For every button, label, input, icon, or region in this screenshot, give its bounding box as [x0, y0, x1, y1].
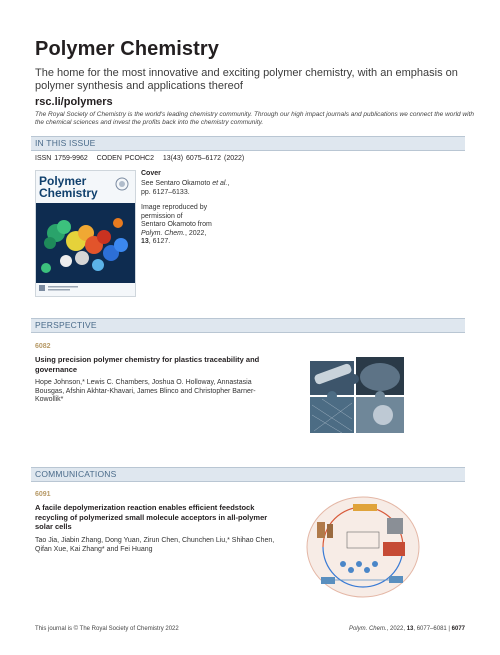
article-title-link[interactable]: A facile depolymerization reaction enables efficient feedstock recycling of polymerized small molecule acceptors in all-polymer solar cells	[35, 503, 268, 531]
cover-caption-title: Cover	[141, 170, 161, 177]
rsc-seal-icon	[115, 177, 129, 191]
article-page-number: 6091	[35, 491, 51, 498]
article-title-link[interactable]: Using precision polymer chemistry for plastics traceability and governance	[35, 355, 260, 374]
cover-journal-name: Polymer Chemistry	[39, 174, 98, 200]
section-heading: PERSPECTIVE	[35, 320, 97, 330]
communication-graphical-abstract[interactable]	[303, 492, 423, 602]
issue-identifiers: ISSN 1759-9962 CODEN PCOHC2 13(43) 6075–6172 (2022)	[35, 155, 245, 162]
society-blurb: The Royal Society of Chemistry is the world's leading chemistry community. Through our high impact journals and publications we connect the world with the chemical sciences and invest the profits back into the chemistry community.	[35, 111, 474, 126]
section-band-communications	[31, 467, 465, 482]
section-heading: IN THIS ISSUE	[35, 138, 96, 148]
perspective-graphical-abstract[interactable]	[308, 355, 408, 437]
article-authors: Hope Johnson,* Lewis C. Chambers, Joshua O. Holloway, Annastasia Bousgas, Afshin Akhtar-Khavari, James Blinco and Christopher Barner-Kowollik*	[35, 379, 256, 403]
journal-tagline: The home for the most innovative and exciting polymer chemistry, with an emphasis on polymer synthesis and applications thereof	[35, 67, 458, 92]
journal-url-link[interactable]: rsc.li/polymers	[35, 96, 113, 108]
footer-page-number: 6077	[451, 626, 465, 632]
journal-title: Polymer Chemistry	[35, 38, 219, 60]
section-band-in-this-issue	[31, 136, 465, 151]
article-authors: Tao Jia, Jiabin Zhang, Dong Yuan, Zirun Chen, Chunchen Liu,* Shihao Chen, Qifan Xue, Kai Zhang* and Fei Huang	[35, 537, 275, 553]
cover-caption-credit: Image reproduced by permission of Sentaro Okamoto from Polym. Chem., 2022, 13, 6127.	[141, 204, 212, 245]
section-heading: COMMUNICATIONS	[35, 469, 117, 479]
footer-citation: Polym. Chem., 2022, 13, 6077–6081 | 6077	[348, 626, 465, 632]
cover-caption-pages: pp. 6127–6133.	[141, 188, 190, 196]
article-page-number: 6082	[35, 343, 51, 350]
footer-copyright: This journal is © The Royal Society of Chemistry 2022	[35, 626, 179, 632]
cover-caption-see: See Sentaro Okamoto et al.,	[141, 180, 230, 187]
cover-molecular-artwork	[36, 203, 135, 283]
cover-publisher-mark	[39, 283, 129, 293]
cover-image[interactable]	[35, 170, 136, 297]
section-band-perspective	[31, 318, 465, 333]
